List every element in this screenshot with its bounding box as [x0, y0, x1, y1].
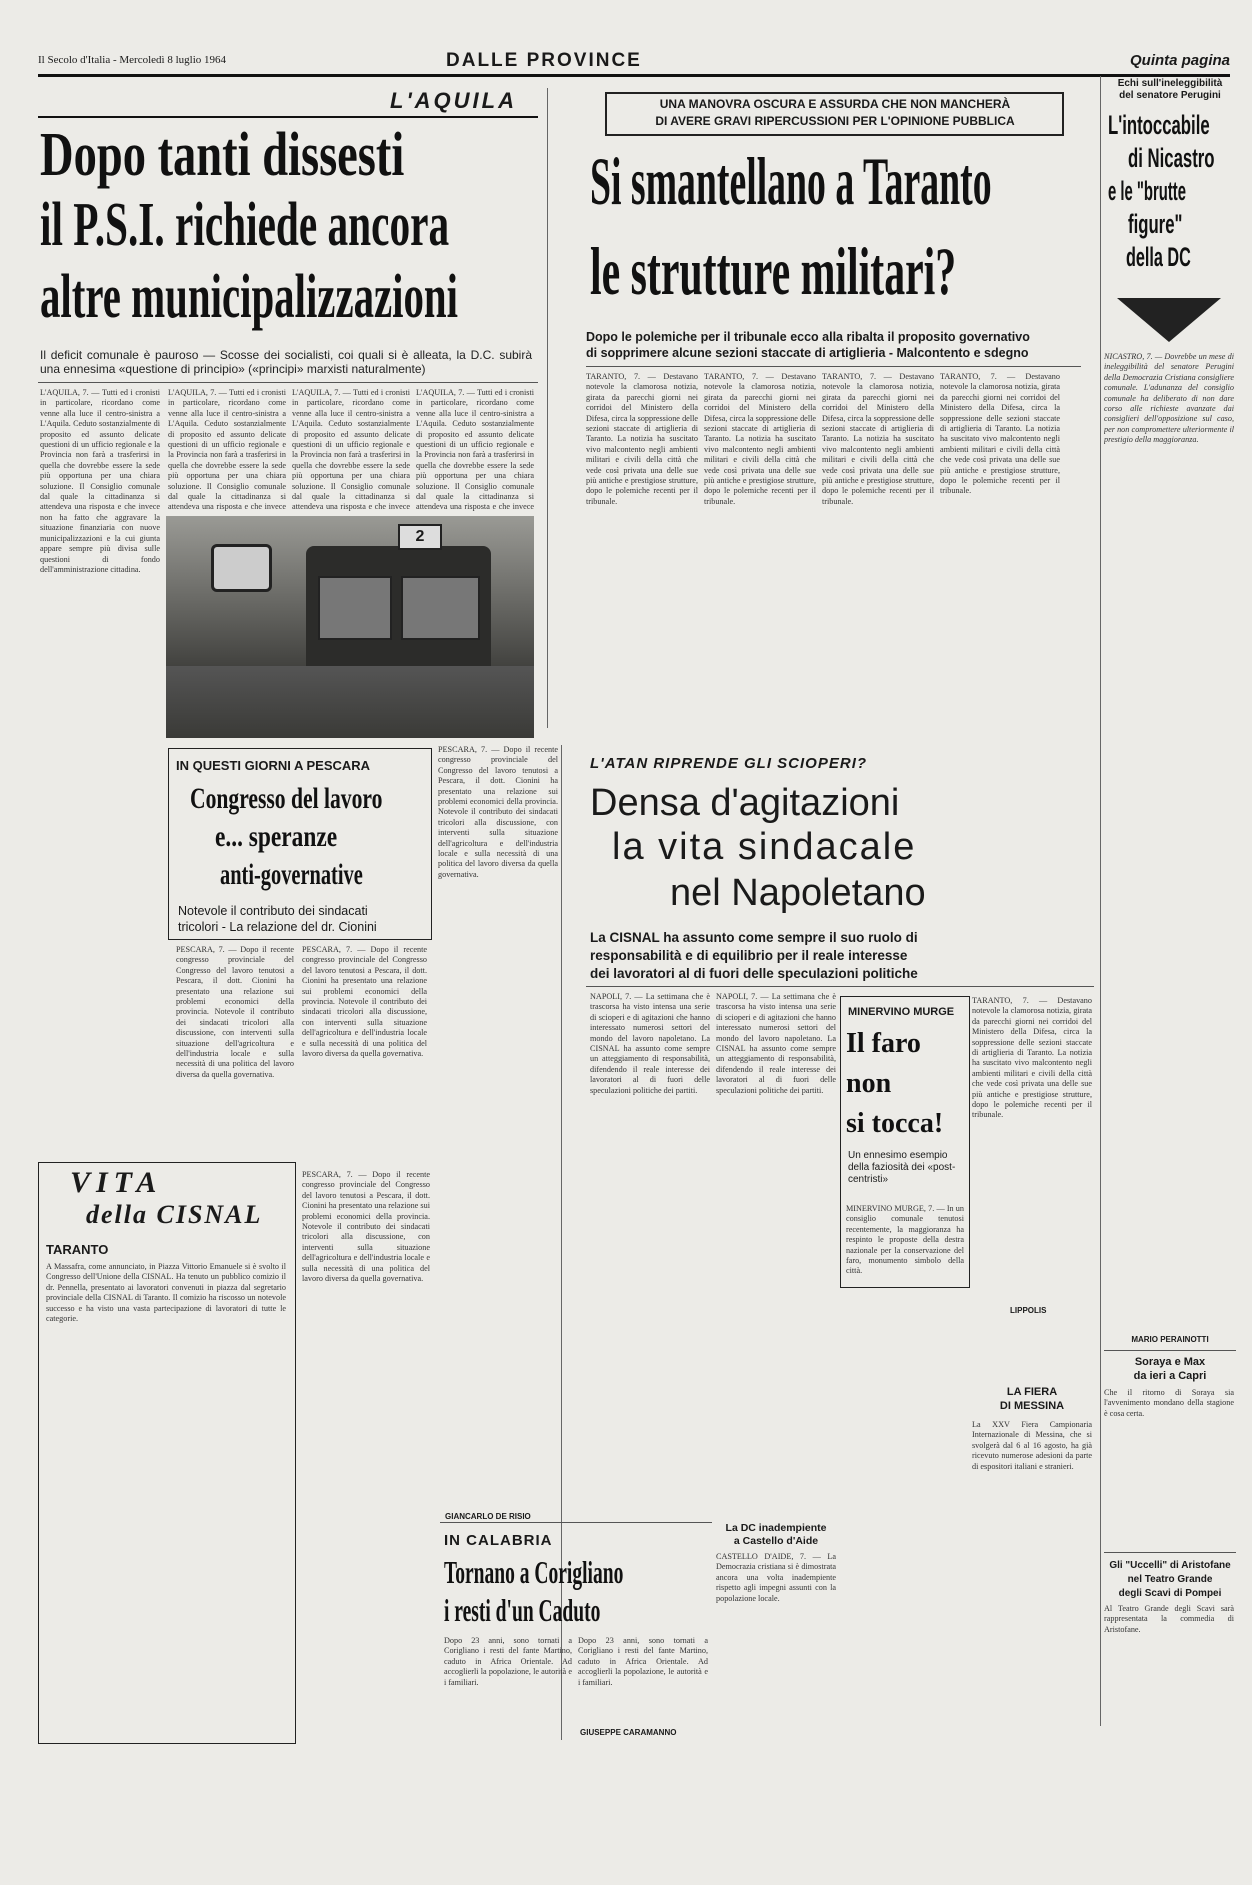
- nicastro-headline-4: figure": [1128, 209, 1183, 239]
- column-rule: [1100, 76, 1101, 1726]
- masthead-date: Il Secolo d'Italia - Mercoledì 8 luglio 1964: [38, 54, 227, 66]
- street-sign: [211, 544, 272, 592]
- taranto-deck-1: Dopo le polemiche per il tribunale ecco alla ribalta il proposito governativo: [586, 330, 1030, 344]
- taranto-deck-2: di sopprimere alcune sezioni staccate di artiglieria - Malcontento e sdegno: [586, 346, 1029, 360]
- capri-headline-1: Soraya e Max: [1134, 1356, 1206, 1368]
- pescara-body-col4: PESCARA, 7. — Dopo il recente congresso provinciale del Congresso del lavoro tenutosi a Pescara, il dott. Cionini ha presentato una relazione sui problemi economici della provincia. Notevole il contributo dei sindacati tricolori alla discussione, con interventi sulla situazione dell'agricoltura e dell'industria locale e sulla necessità di una politica del lavoro diversa da quella governativa.: [302, 1170, 430, 1284]
- taranto-deck-rule: [586, 366, 1081, 367]
- arrow-down-icon: [1117, 298, 1221, 342]
- taranto-banner-2: DI AVERE GRAVI RIPERCUSSIONI PER L'OPINIONE PUBBLICA: [655, 114, 1015, 128]
- nicastro-body: NICASTRO, 7. — Dovrebbe un mese di ineleggibilità del senatore Perugini della Democrazia Cristiana consigliere comunale. L'adunanza del consiglio comunale ha deliberato di non dare corso alle richieste avanzate dai consiglieri dell'opposizione sul caso, per non compromettere ulteriormente il prestigio della maggioranza.: [1104, 352, 1234, 445]
- taranto-body-col3: TARANTO, 7. — Destavano notevole la clamorosa notizia, girata da parecchi giorni nei corridoi del Ministero della Difesa, circa la soppressione delle sezioni staccate di artiglieria di Taranto. La notizia ha suscitato vivo malcontento negli ambienti militari e civili della città che vede così privata una delle sue più antiche e prestigiose strutture, dopo le polemiche recenti per il tribunale.: [822, 372, 934, 506]
- atan-deck-3: dei lavoratori al di fuori delle speculazioni politiche: [590, 966, 918, 981]
- nicastro-kicker-1: Echi sull'ineleggibilità: [1117, 78, 1223, 89]
- section-title: DALLE PROVINCE: [446, 50, 642, 71]
- messina-body: La XXV Fiera Campionaria Internazionale di Messina, che si svolgerà dal 6 al 16 agosto, ha già ricevuto numerose adesioni da parte di espositori italiani e stranieri.: [972, 1420, 1092, 1471]
- aquila-body-col1: L'AQUILA, 7. — Tutti ed i cronisti in particolare, ricordano come venne alla luce il centro-sinistra a L'Aquila. Ceduto sostanzialmente di proposito ed assunto delicate questioni di un ufficio regionale e la Provincia non farà a trasferirsi in quella che dovrebbe essere la sede più opportuna per una chiara soluzione. Il Consiglio comunale dal quale la cittadinanza si attendeva una risposta e che invece non ha fatto che aggravare la situazione finanziaria con nuove municipalizzazioni e la cui giunta appare sempre più divisa sulle questioni di fondo dell'amministrazione cittadina.: [40, 388, 160, 574]
- aquila-rule: [38, 116, 538, 118]
- atan-kicker: L'ATAN RIPRENDE GLI SCIOPERI?: [590, 755, 868, 772]
- aquila-place: L'AQUILA: [390, 88, 517, 113]
- atan-rule: [586, 986, 1094, 987]
- aide-headline-1: La DC inadempiente: [725, 1522, 827, 1534]
- grande-body: Al Teatro Grande degli Scavi sarà rappresentata la commedia di Aristofane.: [1104, 1604, 1234, 1634]
- pescara-deck-2: tricolori - La relazione del dr. Cionini: [178, 920, 377, 934]
- vita-body: A Massafra, come annunciato, in Piazza Vittorio Emanuele si è svolto il Congresso dell'Unione della CISNAL. Ha tenuto un pubblico comizio il dr. Pennella, presentato ai lavoratori convenuti in piazza dal segretario provinciale della CISNAL di Taranto. Il comizio ha riscosso un notevole successo e ha visto una vasta partecipazione di lavoratori di tutte le categorie.: [46, 1262, 286, 1324]
- rule: [1104, 1552, 1236, 1553]
- pescara-body-col3: PESCARA, 7. — Dopo il recente congresso provinciale del Congresso del lavoro tenutosi a Pescara, il dott. Cionini ha presentato una relazione sui problemi economici della provincia. Notevole il contributo dei sindacati tricolori alla discussione, con interventi sulla situazione dell'agricoltura e dell'industria locale e sulla necessità di una politica del lavoro diversa da quella governativa.: [438, 745, 558, 879]
- page-label: Quinta pagina: [1129, 52, 1230, 69]
- atan-body-col2: NAPOLI, 7. — La settimana che è trascorsa ha visto intensa una serie di scioperi e di agitazioni che hanno interessato numerosi settori del mondo del lavoro napoletano. La CISNAL ha assunto come sempre un atteggiamento di responsabilità, difendendo il reale interesse dei lavoratori al di fuori delle speculazioni politiche dei partiti.: [716, 992, 836, 1095]
- column-rule: [547, 88, 548, 728]
- minervino-headline-3: si tocca!: [846, 1108, 944, 1139]
- masthead: [38, 52, 1230, 77]
- taranto-body-col5: TARANTO, 7. — Destavano notevole la clamorosa notizia, girata da parecchi giorni nei corridoi del Ministero della Difesa, circa la soppressione delle sezioni staccate di artiglieria di Taranto. La notizia ha suscitato vivo malcontento negli ambienti militari e civili della città che vede così privata una delle sue più antiche e prestigiose strutture, dopo le polemiche recenti per il tribunale.: [972, 996, 1092, 1120]
- pescara-deck-1: Notevole il contributo dei sindacati: [178, 904, 368, 918]
- capri-headline-2: da ieri a Capri: [1133, 1370, 1207, 1382]
- nicastro-headline-2: di Nicastro: [1128, 143, 1215, 173]
- minervino-body: MINERVINO MURGE, 7. — In un consiglio comunale tenutosi recentemente, la maggioranza ha respinto le proposte della destra nazionale per la conservazione del faro, monumento simbolo della città.: [846, 1204, 964, 1276]
- aquila-deck: Il deficit comunale è pauroso — Scosse dei socialisti, coi quali si è alleata, la D.C. subirà una ennesima «questione di principio» («principi» marxisti naturalmente): [40, 348, 532, 376]
- atan-deck-2: responsabilità e di equilibrio per il reale interesse: [590, 948, 908, 963]
- vita-subtitle: della CISNAL: [86, 1200, 263, 1229]
- pescara-author: GIANCARLO DE RISIO: [445, 1512, 531, 1521]
- street: [166, 666, 534, 738]
- calabria-kicker: IN CALABRIA: [444, 1532, 553, 1549]
- atan-headline-1: Densa d'agitazioni: [590, 782, 900, 824]
- nicastro-headline-5: della DC: [1126, 242, 1191, 272]
- pescara-headline-2: e... speranze: [215, 820, 338, 853]
- aide-headline-2: a Castello d'Aide: [733, 1535, 819, 1547]
- atan-headline-2: la vita sindacale: [612, 826, 917, 868]
- rule: [440, 1522, 712, 1523]
- nicastro-headline-3: e le "brutte: [1108, 176, 1187, 206]
- capri-body: Che il ritorno di Soraya sia l'avvenimento mondano della stagione è cosa certa.: [1104, 1388, 1234, 1418]
- aquila-headline-2: il P.S.I. richiede ancora: [40, 191, 450, 259]
- aquila-headline-3: altre municipalizzazioni: [40, 263, 459, 331]
- messina-kicker-1: LA FIERA: [1006, 1386, 1058, 1398]
- taranto-banner-1: UNA MANOVRA OSCURA E ASSURDA CHE NON MANCHERÀ: [659, 97, 1011, 111]
- aquila-headline-1: Dopo tanti dissesti: [40, 121, 405, 189]
- bus-route-number: 2: [398, 524, 442, 550]
- aquila-body-col4: L'AQUILA, 7. — Tutti ed i cronisti in particolare, ricordano come venne alla luce il centro-sinistra a L'Aquila. Ceduto sostanzialmente di proposito ed assunto delicate questioni di un ufficio regionale e la Provincia non farà a trasferirsi in quella che dovrebbe essere la sede più opportuna per una chiara soluzione. Il Consiglio comunale dal quale la cittadinanza si attendeva una risposta e che invece: [416, 388, 534, 512]
- pescara-headline-3: anti-governative: [220, 858, 363, 891]
- atan-headline-3: nel Napoletano: [670, 872, 926, 914]
- grande-headline-2: nel Teatro Grande: [1127, 1574, 1213, 1585]
- vita-title: VITA: [70, 1166, 163, 1199]
- calabria-body-col2: Dopo 23 anni, sono tornati a Corigliano i resti del fante Martino, caduto in Africa Orientale. Ad accoglierli la popolazione, le autorità e i familiari.: [578, 1636, 708, 1687]
- minervino-deck: Un ennesimo esempio della faziosità dei «post-centristi»: [848, 1150, 956, 1185]
- minervino-headline-1: Il faro: [846, 1028, 921, 1059]
- calabria-author: GIUSEPPE CARAMANNO: [580, 1728, 677, 1737]
- atan-deck-1: La CISNAL ha assunto come sempre il suo ruolo di: [590, 930, 918, 945]
- vita-place: TARANTO: [46, 1242, 109, 1257]
- atan-body-col1: NAPOLI, 7. — La settimana che è trascorsa ha visto intensa una serie di scioperi e di agitazioni che hanno interessato numerosi settori del mondo del lavoro napoletano. La CISNAL ha assunto come sempre un atteggiamento di responsabilità, difendendo il reale interesse dei lavoratori al di fuori delle speculazioni politiche dei partiti.: [590, 992, 710, 1095]
- aquila-body-col2: L'AQUILA, 7. — Tutti ed i cronisti in particolare, ricordano come venne alla luce il centro-sinistra a L'Aquila. Ceduto sostanzialmente di proposito ed assunto delicate questioni di un ufficio regionale e la Provincia non farà a trasferirsi in quella che dovrebbe essere la sede più opportuna per una chiara soluzione. Il Consiglio comunale dal quale la cittadinanza si attendeva una risposta e che invece: [168, 388, 286, 512]
- calabria-body-col1: Dopo 23 anni, sono tornati a Corigliano i resti del fante Martino, caduto in Africa Orientale. Ad accoglierli la popolazione, le autorità e i familiari.: [444, 1636, 572, 1687]
- taranto-body-col2: TARANTO, 7. — Destavano notevole la clamorosa notizia, girata da parecchi giorni nei corridoi del Ministero della Difesa, circa la soppressione delle sezioni staccate di artiglieria di Taranto. La notizia ha suscitato vivo malcontento negli ambienti militari e civili della città che vede così privata una delle sue più antiche e prestigiose strutture, dopo le polemiche recenti per il tribunale.: [704, 372, 816, 506]
- calabria-headline-2: i resti d'un Caduto: [444, 1592, 601, 1628]
- taranto-headline-2: le strutture militari?: [590, 233, 957, 309]
- messina-kicker-2: DI MESSINA: [999, 1400, 1065, 1412]
- taranto-body-col4: TARANTO, 7. — Destavano notevole la clamorosa notizia, girata da parecchi giorni nei corridoi del Ministero della Difesa, circa la soppressione delle sezioni staccate di artiglieria di Taranto. La notizia ha suscitato vivo malcontento negli ambienti militari e civili della città che vede così privata una delle sue più antiche e prestigiose strutture, dopo le polemiche recenti per il tribunale.: [940, 372, 1060, 496]
- aquila-deck-rule: [38, 382, 538, 383]
- grande-headline-1: Gli "Uccelli" di Aristofane: [1109, 1560, 1231, 1571]
- bus-window: [401, 576, 480, 640]
- taranto-body-col1: TARANTO, 7. — Destavano notevole la clamorosa notizia, girata da parecchi giorni nei corridoi del Ministero della Difesa, circa la soppressione delle sezioni staccate di artiglieria di Taranto. La notizia ha suscitato vivo malcontento negli ambienti militari e civili della città che vede così privata una delle sue più antiche e prestigiose strutture, dopo le polemiche recenti per il tribunale.: [586, 372, 698, 506]
- minervino-headline-2: non: [846, 1068, 892, 1099]
- aide-body: CASTELLO D'AIDE, 7. — La Democrazia cristiana si è dimostrata ancora una volta inadempiente rispetto agli impegni assunti con la popolazione locale.: [716, 1552, 836, 1603]
- rule: [1104, 1350, 1236, 1351]
- bus-window: [318, 576, 392, 640]
- aquila-body-col3: L'AQUILA, 7. — Tutti ed i cronisti in particolare, ricordano come venne alla luce il centro-sinistra a L'Aquila. Ceduto sostanzialmente di proposito ed assunto delicate questioni di un ufficio regionale e la Provincia non farà a trasferirsi in quella che dovrebbe essere la sede più opportuna per una chiara soluzione. Il Consiglio comunale dal quale la cittadinanza si attendeva una risposta e che invece: [292, 388, 410, 512]
- calabria-headline-1: Tornano a Corigliano: [444, 1554, 624, 1590]
- pescara-kicker: IN QUESTI GIORNI A PESCARA: [176, 758, 371, 773]
- nicastro-kicker-2: del senatore Perugini: [1119, 90, 1221, 101]
- pescara-body-col1: PESCARA, 7. — Dopo il recente congresso provinciale del Congresso del lavoro tenutosi a Pescara, il dott. Cionini ha presentato una relazione sui problemi economici della provincia. Notevole il contributo dei sindacati tricolori alla discussione, con interventi sulla situazione dell'agricoltura e dell'industria locale e sulla necessità di una politica del lavoro diversa da quella governativa.: [176, 945, 294, 1079]
- nicastro-signature: MARIO PERAINOTTI: [1131, 1335, 1209, 1344]
- grande-headline-3: degli Scavi di Pompei: [1118, 1588, 1222, 1599]
- bus-photo: [166, 516, 534, 738]
- minervino-kicker: MINERVINO MURGE: [848, 1006, 955, 1018]
- pescara-body-col2: PESCARA, 7. — Dopo il recente congresso provinciale del Congresso del lavoro tenutosi a Pescara, il dott. Cionini ha presentato una relazione sui problemi economici della provincia. Notevole il contributo dei sindacati tricolori alla discussione, con interventi sulla situazione dell'agricoltura e dell'industria locale e sulla necessità di una politica del lavoro diversa da quella governativa.: [302, 945, 427, 1059]
- minervino-author: LIPPOLIS: [1010, 1306, 1047, 1315]
- taranto-headline-1: Si smantellano a Taranto: [590, 143, 992, 219]
- nicastro-headline-1: L'intoccabile: [1108, 110, 1210, 140]
- pescara-headline-1: Congresso del lavoro: [190, 782, 383, 815]
